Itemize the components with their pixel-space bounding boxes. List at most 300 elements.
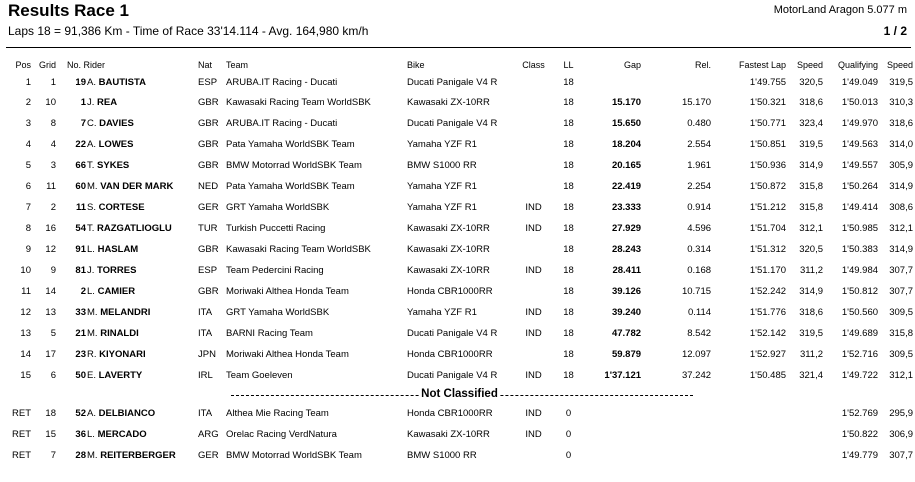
bike-cell: Kawasaki ZX-10RR	[407, 244, 490, 255]
gap-cell	[581, 403, 641, 424]
laps-cell: 18	[563, 307, 574, 318]
grid-cell: 6	[50, 370, 56, 381]
laps-cell: 18	[563, 160, 574, 171]
class-cell	[511, 281, 556, 302]
pos-cell: RET	[12, 450, 31, 461]
nationality-cell: ARG	[198, 429, 219, 440]
col-header-grid: Grid	[38, 60, 56, 70]
team-cell: Kawasaki Racing Team WorldSBK	[226, 244, 371, 255]
team-cell: BMW Motorrad WorldSBK Team	[226, 160, 362, 171]
class-cell: IND	[525, 223, 542, 234]
rider-surname: RINALDI	[100, 328, 139, 339]
rider-initial: A.	[87, 77, 96, 88]
grid-cell: 9	[50, 265, 56, 276]
result-row	[6, 113, 913, 134]
team-cell: Pata Yamaha WorldSBK Team	[226, 139, 355, 150]
pos-cell: 8	[25, 223, 31, 234]
rider-name-cell	[86, 92, 198, 113]
rider-surname: RAZGATLIOGLU	[97, 223, 172, 234]
rider-name-cell	[86, 323, 198, 344]
nationality-cell: GBR	[198, 97, 219, 108]
speed-cell: 318,6	[799, 97, 824, 108]
rider-initial: T.	[87, 160, 95, 171]
fastest-lap-cell: 1'51.170	[749, 265, 787, 276]
fastest-lap-cell: 1'50.771	[749, 118, 787, 129]
laps-cell: 0	[565, 408, 572, 419]
fastest-lap-cell: 1'51.776	[749, 307, 787, 318]
rider-name-cell	[86, 134, 198, 155]
qualifying-speed-cell: 319,5	[889, 77, 914, 88]
rel-cell: 12.097	[681, 349, 712, 360]
rider-number-cell: 11	[75, 202, 86, 213]
rider-number-cell: 28	[75, 450, 86, 461]
team-cell: Turkish Puccetti Racing	[226, 223, 326, 234]
speed-cell: 318,6	[799, 307, 824, 318]
race-summary: Laps 18 = 91,386 Km - Time of Race 33'14.114 - Avg. 164,980 km/h	[8, 24, 369, 38]
rider-surname: SYKES	[97, 160, 130, 171]
rider-name-cell	[86, 424, 198, 445]
grid-cell: 2	[50, 202, 56, 213]
fastest-lap-cell: 1'51.312	[749, 244, 787, 255]
rider-initial: A.	[87, 139, 96, 150]
grid-cell: 7	[50, 450, 56, 461]
class-cell	[511, 155, 556, 176]
class-cell	[511, 92, 556, 113]
rel-cell: 0.314	[687, 244, 712, 255]
laps-cell: 0	[565, 429, 572, 440]
fastest-lap-cell	[711, 445, 786, 466]
rider-surname: VAN DER MARK	[100, 181, 174, 192]
rider-surname: REITERBERGER	[100, 450, 176, 461]
pos-cell: 6	[25, 181, 31, 192]
rider-surname: BAUTISTA	[98, 77, 146, 88]
fastest-lap-cell: 1'51.704	[749, 223, 787, 234]
qualifying-cell: 1'49.563	[841, 139, 879, 150]
team-cell: ARUBA.IT Racing - Ducati	[226, 77, 338, 88]
pos-cell: 12	[20, 307, 31, 318]
class-cell	[511, 73, 556, 92]
gap-cell: 59.879	[611, 349, 642, 360]
class-cell: IND	[525, 307, 542, 318]
rel-cell: 0.114	[687, 307, 712, 318]
nationality-cell: ITA	[198, 307, 213, 318]
col-header-speed: Speed	[796, 60, 824, 70]
qualifying-cell: 1'49.779	[841, 450, 879, 461]
not-classified-separator	[6, 386, 913, 403]
grid-cell: 18	[45, 408, 56, 419]
result-row	[6, 176, 913, 197]
qualifying-cell: 1'50.812	[841, 286, 879, 297]
gap-cell: 22.419	[611, 181, 642, 192]
speed-cell	[786, 424, 823, 445]
grid-cell: 15	[45, 429, 56, 440]
col-header-gap: Gap	[624, 60, 642, 70]
fastest-lap-cell: 1'49.755	[749, 77, 787, 88]
qualifying-speed-cell: 307,7	[889, 265, 914, 276]
qualifying-cell: 1'52.716	[841, 349, 879, 360]
rider-number-cell: 1	[80, 97, 86, 108]
nationality-cell: TUR	[198, 223, 218, 234]
pos-cell: 11	[21, 286, 31, 297]
rider-initial: S.	[87, 202, 96, 213]
fastest-lap-cell: 1'50.485	[749, 370, 787, 381]
qualifying-cell: 1'49.984	[841, 265, 879, 276]
qualifying-speed-cell: 318,6	[889, 118, 914, 129]
bike-cell: Kawasaki ZX-10RR	[407, 223, 490, 234]
qualifying-speed-cell: 307,7	[889, 286, 914, 297]
laps-cell: 18	[563, 370, 574, 381]
col-header-qualifying: Qualifying	[837, 60, 879, 70]
rider-name-cell	[86, 113, 198, 134]
class-cell	[511, 344, 556, 365]
rider-surname: LAVERTY	[98, 370, 143, 381]
result-row	[6, 218, 913, 239]
bike-cell: Yamaha YZF R1	[407, 307, 477, 318]
qualifying-cell: 1'49.722	[841, 370, 879, 381]
team-cell: Kawasaki Racing Team WorldSBK	[226, 97, 371, 108]
laps-cell: 18	[563, 265, 574, 276]
qualifying-cell: 1'49.970	[841, 118, 879, 129]
rider-surname: MELANDRI	[100, 307, 151, 318]
qualifying-speed-cell: 309,5	[889, 307, 914, 318]
col-header-pos: Pos	[15, 60, 31, 70]
qualifying-speed-cell: 310,3	[889, 97, 914, 108]
class-cell	[511, 176, 556, 197]
rider-initial: J.	[87, 97, 95, 108]
not-classified-section	[6, 386, 913, 403]
nationality-cell: IRL	[198, 370, 213, 381]
bike-cell: Kawasaki ZX-10RR	[407, 429, 490, 440]
grid-cell: 12	[45, 244, 56, 255]
gap-cell: 47.782	[611, 328, 642, 339]
team-cell: Moriwaki Althea Honda Team	[226, 286, 349, 297]
gap-cell: 15.170	[611, 97, 642, 108]
rel-cell	[641, 73, 711, 92]
result-row	[6, 197, 913, 218]
rider-initial: M.	[87, 328, 98, 339]
result-row	[6, 134, 913, 155]
rider-surname: KIYONARI	[99, 349, 146, 360]
venue-label: MotorLand Aragon 5.077 m	[773, 4, 907, 16]
speed-cell	[786, 445, 823, 466]
speed-cell: 320,5	[799, 244, 824, 255]
laps-cell: 18	[563, 139, 574, 150]
pos-cell: 13	[20, 328, 31, 339]
rider-name-cell	[86, 239, 198, 260]
laps-cell: 18	[563, 202, 574, 213]
laps-cell: 18	[563, 349, 574, 360]
rider-surname: REA	[97, 97, 118, 108]
qualifying-speed-cell: 312,1	[889, 223, 914, 234]
team-cell: Moriwaki Althea Honda Team	[226, 349, 349, 360]
team-cell: GRT Yamaha WorldSBK	[226, 202, 330, 213]
result-row	[6, 155, 913, 176]
rel-cell: 1.961	[687, 160, 712, 171]
results-table	[6, 57, 913, 466]
bike-cell: Honda CBR1000RR	[407, 286, 493, 297]
qualifying-speed-cell: 314,9	[889, 244, 914, 255]
rider-surname: CAMIER	[97, 286, 136, 297]
rider-number-cell: 81	[75, 265, 86, 276]
rider-initial: A.	[87, 408, 96, 419]
nationality-cell: ESP	[198, 77, 218, 88]
qualifying-cell: 1'49.557	[841, 160, 879, 171]
pos-cell: RET	[12, 429, 31, 440]
laps-cell: 18	[563, 118, 574, 129]
speed-cell: 320,5	[799, 77, 824, 88]
rider-name-cell	[86, 403, 198, 424]
result-row	[6, 302, 913, 323]
speed-cell: 321,4	[799, 370, 824, 381]
team-cell: GRT Yamaha WorldSBK	[226, 307, 330, 318]
laps-cell: 18	[563, 77, 574, 88]
fastest-lap-cell: 1'51.212	[749, 202, 787, 213]
col-header-bike: Bike	[407, 60, 425, 70]
rider-number-cell: 66	[75, 160, 86, 171]
grid-cell: 17	[45, 349, 56, 360]
nationality-cell: ESP	[198, 265, 218, 276]
speed-cell: 319,5	[799, 139, 824, 150]
result-row	[6, 344, 913, 365]
qualifying-speed-cell: 306,9	[889, 429, 914, 440]
rider-initial: J.	[87, 265, 95, 276]
rel-cell	[641, 403, 711, 424]
bike-cell: Honda CBR1000RR	[407, 408, 493, 419]
rider-name-cell	[86, 176, 198, 197]
nationality-cell: ITA	[198, 408, 213, 419]
class-cell: IND	[525, 429, 542, 440]
speed-cell: 311,2	[799, 349, 824, 360]
rider-surname: HASLAM	[97, 244, 139, 255]
rider-name-cell	[86, 155, 198, 176]
rider-name-cell	[86, 73, 198, 92]
header-rule	[6, 47, 911, 48]
bike-cell: Yamaha YZF R1	[407, 202, 477, 213]
speed-cell	[786, 403, 823, 424]
result-row	[6, 260, 913, 281]
pos-cell: 10	[20, 265, 31, 276]
col-header-nat: Nat	[198, 60, 213, 70]
qualifying-speed-cell: 295,9	[889, 408, 914, 419]
fastest-lap-cell: 1'52.142	[749, 328, 787, 339]
qualifying-cell: 1'50.383	[841, 244, 879, 255]
team-cell: BARNI Racing Team	[226, 328, 313, 339]
rider-name-cell	[86, 218, 198, 239]
qualifying-cell: 1'50.985	[841, 223, 879, 234]
rider-name-cell	[86, 281, 198, 302]
rel-cell: 0.480	[687, 118, 712, 129]
col-header-class: Class	[522, 60, 545, 70]
team-cell: Althea Mie Racing Team	[226, 408, 329, 419]
team-cell: Team Goeleven	[226, 370, 293, 381]
col-header-rel: Rel.	[695, 60, 712, 70]
gap-cell: 27.929	[611, 223, 642, 234]
rider-number-cell: 23	[75, 349, 86, 360]
rider-initial: L.	[87, 286, 95, 297]
nationality-cell: NED	[198, 181, 219, 192]
rider-initial: M.	[87, 181, 98, 192]
rel-cell: 15.170	[681, 97, 712, 108]
gap-cell	[581, 424, 641, 445]
rider-initial: M.	[87, 307, 98, 318]
class-cell	[511, 134, 556, 155]
class-cell: IND	[525, 202, 542, 213]
qualifying-cell: 1'49.689	[841, 328, 879, 339]
pos-cell: 4	[25, 139, 31, 150]
gap-cell: 15.650	[611, 118, 642, 129]
header-row	[6, 57, 913, 73]
rider-initial: R.	[87, 349, 97, 360]
gap-cell: 28.411	[612, 265, 642, 276]
result-row	[6, 73, 913, 92]
pos-cell: 5	[25, 160, 31, 171]
class-cell	[511, 445, 556, 466]
gap-cell: 39.126	[611, 286, 642, 297]
bike-cell: BMW S1000 RR	[407, 450, 477, 461]
rider-number-cell: 33	[75, 307, 86, 318]
rel-cell: 2.254	[687, 181, 712, 192]
laps-cell: 18	[563, 97, 574, 108]
speed-cell: 319,5	[799, 328, 824, 339]
rider-number-cell: 60	[75, 181, 86, 192]
grid-cell: 1	[50, 77, 56, 88]
rider-name-cell	[86, 260, 198, 281]
col-header-fastest-lap: Fastest Lap	[738, 60, 787, 70]
rel-cell: 4.596	[687, 223, 712, 234]
speed-cell: 311,2	[799, 265, 824, 276]
laps-cell: 0	[565, 450, 572, 461]
rider-number-cell: 50	[75, 370, 86, 381]
speed-cell: 314,9	[799, 160, 824, 171]
team-cell: Pata Yamaha WorldSBK Team	[226, 181, 355, 192]
grid-cell: 4	[50, 139, 56, 150]
gap-cell: 18.204	[611, 139, 642, 150]
nationality-cell: GBR	[198, 139, 219, 150]
laps-cell: 18	[563, 286, 574, 297]
fastest-lap-cell: 1'50.321	[749, 97, 787, 108]
rider-name-cell	[86, 197, 198, 218]
team-cell: Team Pedercini Racing	[226, 265, 324, 276]
nationality-cell: GBR	[198, 118, 219, 129]
result-row	[6, 424, 913, 445]
rider-initial: T.	[87, 223, 95, 234]
grid-cell: 10	[45, 97, 56, 108]
laps-cell: 18	[563, 223, 574, 234]
col-header-team: Team	[226, 60, 249, 70]
rider-number-cell: 21	[75, 328, 86, 339]
pos-cell: 3	[25, 118, 31, 129]
rider-number-cell: 7	[80, 118, 86, 129]
result-row	[6, 323, 913, 344]
grid-cell: 13	[45, 307, 56, 318]
pos-cell: RET	[12, 408, 31, 419]
bike-cell: Ducati Panigale V4 R	[407, 328, 498, 339]
speed-cell: 323,4	[799, 118, 824, 129]
col-header-no-rider: No. Rider	[67, 60, 106, 70]
rel-cell: 10.715	[681, 286, 712, 297]
rider-surname: MERCADO	[97, 429, 147, 440]
rider-number-cell: 19	[75, 77, 86, 88]
grid-cell: 14	[45, 286, 56, 297]
rider-surname: TORRES	[97, 265, 137, 276]
qualifying-speed-cell: 314,0	[889, 139, 914, 150]
rider-surname: LOWES	[98, 139, 134, 150]
speed-cell: 315,8	[799, 202, 824, 213]
rider-number-cell: 22	[75, 139, 86, 150]
bike-cell: BMW S1000 RR	[407, 160, 477, 171]
rider-number-cell: 54	[75, 223, 86, 234]
result-row	[6, 403, 913, 424]
fastest-lap-cell	[711, 403, 786, 424]
rider-initial: L.	[87, 244, 95, 255]
rider-initial: L.	[87, 429, 95, 440]
qualifying-speed-cell: 305,9	[889, 160, 914, 171]
rider-surname: DAVIES	[99, 118, 134, 129]
team-cell: BMW Motorrad WorldSBK Team	[226, 450, 362, 461]
class-cell	[511, 113, 556, 134]
rider-name-cell	[86, 302, 198, 323]
rider-initial: C.	[87, 118, 97, 129]
qualifying-speed-cell: 309,5	[889, 349, 914, 360]
qualifying-cell: 1'50.822	[841, 429, 879, 440]
bike-cell: Yamaha YZF R1	[407, 181, 477, 192]
rider-number-cell: 52	[75, 408, 86, 419]
grid-cell: 16	[45, 223, 56, 234]
rider-number-cell: 91	[75, 244, 86, 255]
pos-cell: 2	[25, 97, 31, 108]
pos-cell: 1	[25, 77, 31, 88]
rider-number-cell: 2	[80, 286, 86, 297]
page-number: 1 / 2	[883, 24, 907, 38]
bike-cell: Yamaha YZF R1	[407, 139, 477, 150]
pos-cell: 9	[25, 244, 31, 255]
not-classified-rows	[6, 403, 913, 466]
rel-cell: 0.914	[687, 202, 712, 213]
grid-cell: 5	[50, 328, 56, 339]
class-cell: IND	[525, 370, 542, 381]
gap-cell: 20.165	[611, 160, 642, 171]
bike-cell: Ducati Panigale V4 R	[407, 118, 498, 129]
rider-name-cell	[86, 344, 198, 365]
result-row	[6, 365, 913, 386]
result-row	[6, 239, 913, 260]
rider-surname: DELBIANCO	[98, 408, 156, 419]
bike-cell: Kawasaki ZX-10RR	[407, 265, 490, 276]
grid-cell: 3	[50, 160, 56, 171]
speed-cell: 312,1	[799, 223, 824, 234]
grid-cell: 11	[46, 181, 56, 192]
bike-cell: Ducati Panigale V4 R	[407, 370, 498, 381]
gap-cell: 28.243	[611, 244, 642, 255]
nationality-cell: ITA	[198, 328, 213, 339]
qualifying-speed-cell: 315,8	[889, 328, 914, 339]
gap-cell: 23.333	[611, 202, 642, 213]
rider-number-cell: 36	[75, 429, 86, 440]
qualifying-speed-cell: 307,7	[889, 450, 914, 461]
pos-cell: 7	[25, 202, 31, 213]
nationality-cell: JPN	[198, 349, 216, 360]
rider-initial: E.	[87, 370, 96, 381]
grid-cell: 8	[50, 118, 56, 129]
gap-cell	[581, 73, 641, 92]
speed-cell: 314,9	[799, 286, 824, 297]
rel-cell	[641, 445, 711, 466]
nationality-cell: GBR	[198, 160, 219, 171]
bike-cell: Kawasaki ZX-10RR	[407, 97, 490, 108]
bike-cell: Ducati Panigale V4 R	[407, 77, 498, 88]
qualifying-cell: 1'52.769	[841, 408, 879, 419]
fastest-lap-cell: 1'50.872	[749, 181, 787, 192]
